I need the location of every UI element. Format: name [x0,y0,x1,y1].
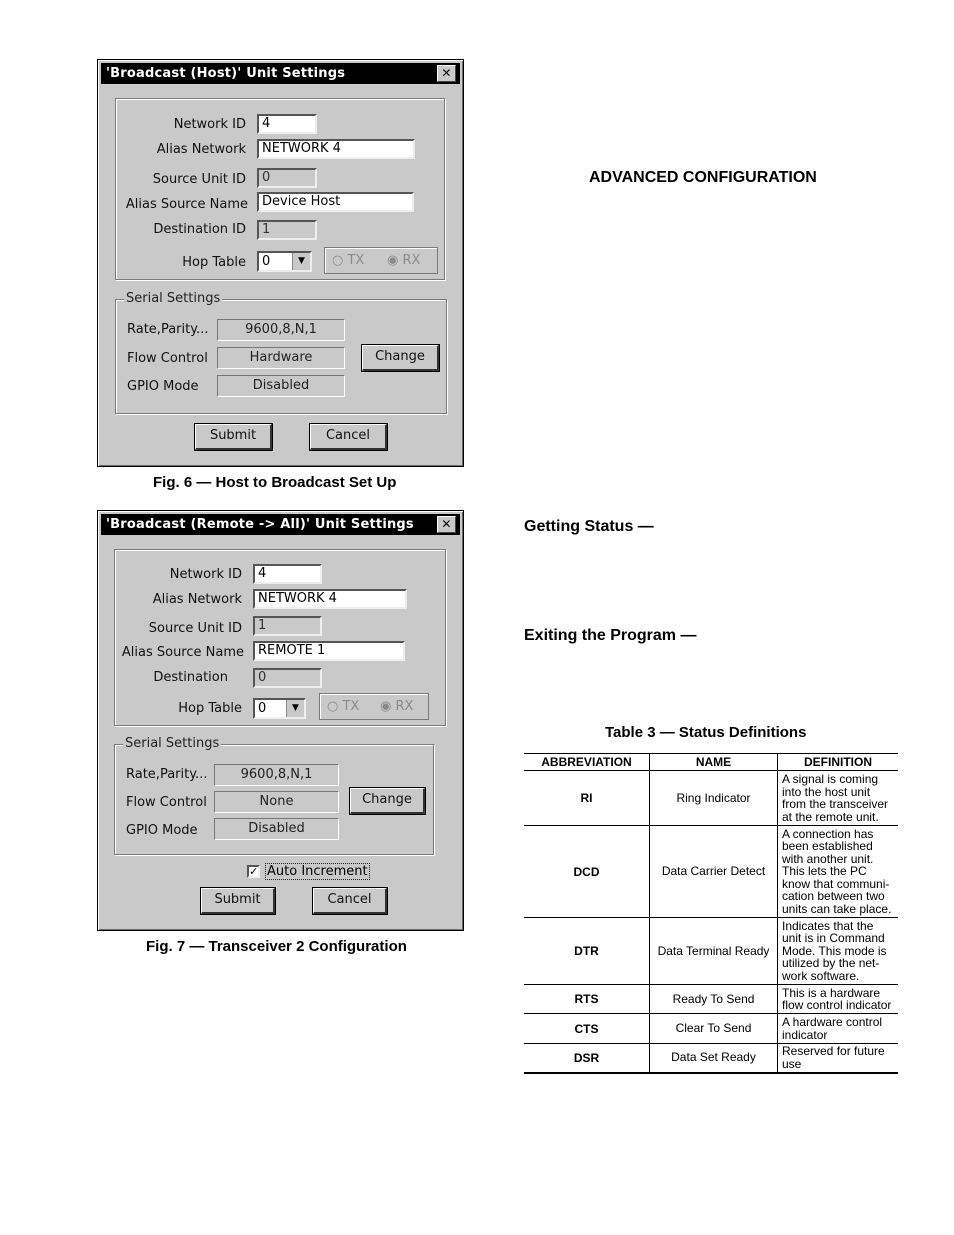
dialog-title: 'Broadcast (Host)' Unit Settings [106,66,346,81]
abbr-cell: RI [524,771,650,826]
cancel-button[interactable]: Cancel [313,888,387,914]
hop-table-value: 0 [258,701,267,716]
table-row [524,1044,898,1073]
rx-radio-label: RX [395,699,414,714]
dialog-titlebar [101,63,460,84]
hop-table-label: Hop Table [178,701,242,716]
definition-cell: This is a hardware flow control indicator [778,985,899,1014]
network-id-label: Network ID [173,117,246,132]
flow-control-label: Flow Control [126,795,207,810]
column-header: NAME [650,754,778,771]
rate-parity-label: Rate,Parity... [126,767,208,782]
definition-cell: A connection has been established with another unit. This lets the PC know that communi-cation between two units can take place. [778,826,899,918]
alias-source-name-input[interactable]: Device Host [257,192,414,212]
source-unit-id-field: 1 [253,616,322,636]
column-header: DEFINITION [778,754,899,771]
name-cell: Data Terminal Ready [650,918,778,985]
status-definitions-table [524,753,898,1074]
definition-cell: Indicates that the unit is in Command Mode. This mode is utilized by the net-work software. [778,918,899,985]
advanced-configuration-heading: ADVANCED CONFIGURATION [589,169,817,186]
source-unit-id-label: Source Unit ID [152,172,246,187]
tx-radio[interactable]: ○ TX [332,253,365,268]
table-header-row [524,754,898,771]
dialog-titlebar [101,514,460,535]
name-cell: Ready To Send [650,985,778,1014]
chevron-down-icon[interactable]: ▼ [286,700,304,717]
alias-network-label: Alias Network [152,592,242,607]
definition-cell: A hardware control indicator [778,1014,899,1044]
rx-radio[interactable]: ◉ RX [387,253,421,268]
auto-increment-checkbox[interactable]: ✓ [249,865,259,878]
abbr-cell: DTR [524,918,650,985]
auto-increment-label[interactable]: Auto Increment [267,864,368,879]
hop-table-select[interactable] [257,251,312,272]
definition-cell: Reserved for future use [778,1044,899,1073]
network-id-input[interactable]: 4 [253,564,322,584]
source-unit-id-label: Source Unit ID [148,621,242,636]
change-button[interactable]: Change [362,345,439,371]
serial-settings-title: Serial Settings [126,291,221,306]
alias-network-input[interactable]: NETWORK 4 [253,589,407,609]
name-cell: Ring Indicator [650,771,778,826]
exiting-program-heading: Exiting the Program — [524,627,697,644]
source-unit-id-field: 0 [257,168,317,188]
rate-parity-label: Rate,Parity... [127,322,209,337]
table-title: Table 3 — Status Definitions [605,724,807,741]
remote-settings-dialog [97,510,464,931]
name-cell: Clear To Send [650,1014,778,1044]
abbr-cell: DSR [524,1044,650,1073]
hop-table-select[interactable] [253,698,306,719]
tx-radio[interactable]: ○ TX [327,699,360,714]
close-icon[interactable]: ✕ [437,65,456,82]
abbr-cell: CTS [524,1014,650,1044]
rate-parity-value: 9600,8,N,1 [214,764,339,786]
rx-radio-label: RX [402,253,421,268]
close-icon[interactable]: ✕ [437,516,456,533]
gpio-mode-value: Disabled [214,818,339,840]
gpio-mode-label: GPIO Mode [127,379,199,394]
table-row [524,771,898,826]
network-id-input[interactable]: 4 [257,114,317,134]
dialog-title: 'Broadcast (Remote -> All)' Unit Settings [106,517,414,532]
abbr-cell: RTS [524,985,650,1014]
cancel-button[interactable]: Cancel [310,424,387,450]
submit-button[interactable]: Submit [195,424,272,450]
tx-rx-radio-group [319,693,429,720]
hop-table-value: 0 [262,254,271,269]
definition-cell: A signal is coming into the host unit from the transceiver at the remote unit. [778,771,899,826]
gpio-mode-label: GPIO Mode [126,823,198,838]
destination-field: 0 [253,668,322,688]
flow-control-label: Flow Control [127,351,208,366]
table-row [524,985,898,1014]
name-cell: Data Carrier Detect [650,826,778,918]
getting-status-heading: Getting Status — [524,518,654,535]
alias-network-label: Alias Network [156,142,246,157]
tx-rx-radio-group [324,247,438,274]
fig6-caption: Fig. 6 — Host to Broadcast Set Up [153,474,397,491]
table-row [524,826,898,918]
alias-network-input[interactable]: NETWORK 4 [257,139,415,159]
flow-control-value: None [214,791,339,813]
submit-button[interactable]: Submit [201,888,275,914]
host-settings-dialog [97,59,464,467]
rx-radio[interactable]: ◉ RX [380,699,414,714]
alias-source-name-label: Alias Source Name [121,645,244,660]
serial-settings-title: Serial Settings [125,736,220,751]
flow-control-value: Hardware [217,347,345,369]
table-row [524,1014,898,1044]
destination-id-field: 1 [257,220,317,240]
name-cell: Data Set Ready [650,1044,778,1073]
table-row [524,918,898,985]
destination-id-label: Destination ID [153,222,246,237]
chevron-down-icon[interactable]: ▼ [292,253,310,270]
gpio-mode-value: Disabled [217,375,345,397]
alias-source-name-input[interactable]: REMOTE 1 [253,641,405,661]
tx-radio-label: TX [342,699,360,714]
column-header: ABBREVIATION [524,754,650,771]
abbr-cell: DCD [524,826,650,918]
rate-parity-value: 9600,8,N,1 [217,319,345,341]
hop-table-label: Hop Table [182,255,246,270]
tx-radio-label: TX [347,253,365,268]
change-button[interactable]: Change [350,788,425,814]
alias-source-name-label: Alias Source Name [125,197,248,212]
fig7-caption: Fig. 7 — Transceiver 2 Configuration [146,938,407,955]
network-id-label: Network ID [169,567,242,582]
destination-label: Destination [153,670,228,685]
